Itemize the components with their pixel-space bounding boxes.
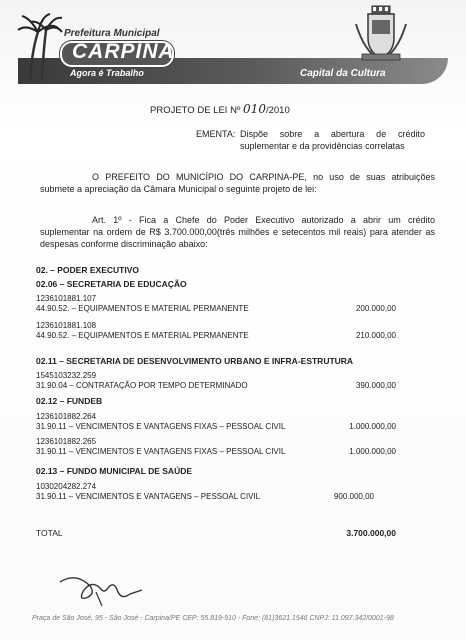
article-line-2: suplementar na ordem de R$ 3.700.000,00(três milhões e setecentos mil reais) para atender as xyxy=(40,227,435,237)
paragraph-intro-line-2: submete a apreciação da Câmara Municipal o seguinte projeto de lei: xyxy=(40,184,317,194)
projeto-prefix: PROJETO DE LEI Nº xyxy=(150,105,241,116)
ementa-label: EMENTA: xyxy=(196,129,236,139)
signature xyxy=(56,568,146,608)
article-line-1: Art. 1º - Fica a Chefe do Poder Executivo autorizado a abrir um crédito xyxy=(92,215,435,225)
section-educacao: 02.06 – SECRETARIA DE EDUCAÇÃO xyxy=(36,279,187,289)
item-3-amount: 390.000,00 xyxy=(355,381,396,390)
item-6-desc: 31.90.11 – VENCIMENTOS E VANTAGENS – PESSOAL CIVIL xyxy=(36,492,261,501)
item-1-amount: 200.000,00 xyxy=(355,304,396,313)
ementa-line-1: Dispõe sobre a abertura de crédito xyxy=(240,129,425,139)
city-name: CARPINA xyxy=(72,40,175,63)
item-6-code: 1030204282.274 xyxy=(36,482,97,491)
paragraph-intro xyxy=(40,171,435,195)
item-2-desc: 44.90.52. – EQUIPAMENTOS E MATERIAL PERMANENTE xyxy=(36,331,249,340)
footer-address: Praça de São José, 95 - São José - Carpina/PE CEP: 55.819-910 - Fone: (81)3621.1546 CNPJ: 11.097.342/0001-98 xyxy=(32,615,394,622)
item-2-amount: 210.000,00 xyxy=(355,331,396,340)
paragraph-article-1 xyxy=(40,214,435,250)
section-fundeb: 02.12 – FUNDEB xyxy=(36,396,103,406)
total-value: 3.700.000,00 xyxy=(346,528,396,538)
item-1-desc: 44.90.52. – EQUIPAMENTOS E MATERIAL PERMANENTE xyxy=(36,304,249,313)
item-3-desc: 31.90.04 – CONTRATAÇÃO POR TEMPO DETERMINADO xyxy=(36,381,248,390)
item-2-code: 1236101881.108 xyxy=(36,321,97,330)
item-5-amount: 1.000.000,00 xyxy=(349,447,396,456)
section-fundo-saude: 02.13 – FUNDO MUNICIPAL DE SAÚDE xyxy=(36,466,193,476)
coat-of-arms-icon xyxy=(352,4,410,62)
item-1-code: 1236101881.107 xyxy=(36,294,97,303)
palm-tree-icon xyxy=(16,10,64,82)
paragraph-intro-line-1: O PREFEITO DO MUNICÍPIO DO CARPINA-PE, no uso de suas atribuições xyxy=(92,172,435,182)
section-desenvolvimento-urbano: 02.11 – SECRETARIA DE DESENVOLVIMENTO URBANO E INFRA-ESTRUTURA xyxy=(36,356,354,366)
projeto-year: /2010 xyxy=(265,105,290,116)
article-line-3: despesas conforme discriminação abaixo: xyxy=(40,239,208,249)
item-5-code: 1236101882.265 xyxy=(36,437,97,446)
projeto-number: 010 xyxy=(243,102,266,116)
item-5-desc: 31.90.11 – VENCIMENTOS E VANTAGENS FIXAS – PESSOAL CIVIL xyxy=(36,447,286,456)
ementa-line-2: suplementar e da providências correlatas xyxy=(240,141,405,151)
item-4-amount: 1.000.000,00 xyxy=(349,422,396,431)
item-4-code: 1236101882.264 xyxy=(36,412,97,421)
total-label: TOTAL xyxy=(36,528,63,538)
item-4-desc: 31.90.11 – VENCIMENTOS E VANTAGENS FIXAS – PESSOAL CIVIL xyxy=(36,422,286,431)
item-6-amount: 900.000,00 xyxy=(333,492,374,501)
projeto-title xyxy=(150,103,290,117)
slogan: Agora é Trabalho xyxy=(70,68,144,78)
prefeitura-label: Prefeitura Municipal xyxy=(64,28,160,39)
section-poder-executivo: 02. – PODER EXECUTIVO xyxy=(36,265,139,275)
capital-label: Capital da Cultura xyxy=(300,68,386,79)
ementa-text xyxy=(240,128,425,152)
item-3-code: 1545103232.259 xyxy=(36,371,97,380)
